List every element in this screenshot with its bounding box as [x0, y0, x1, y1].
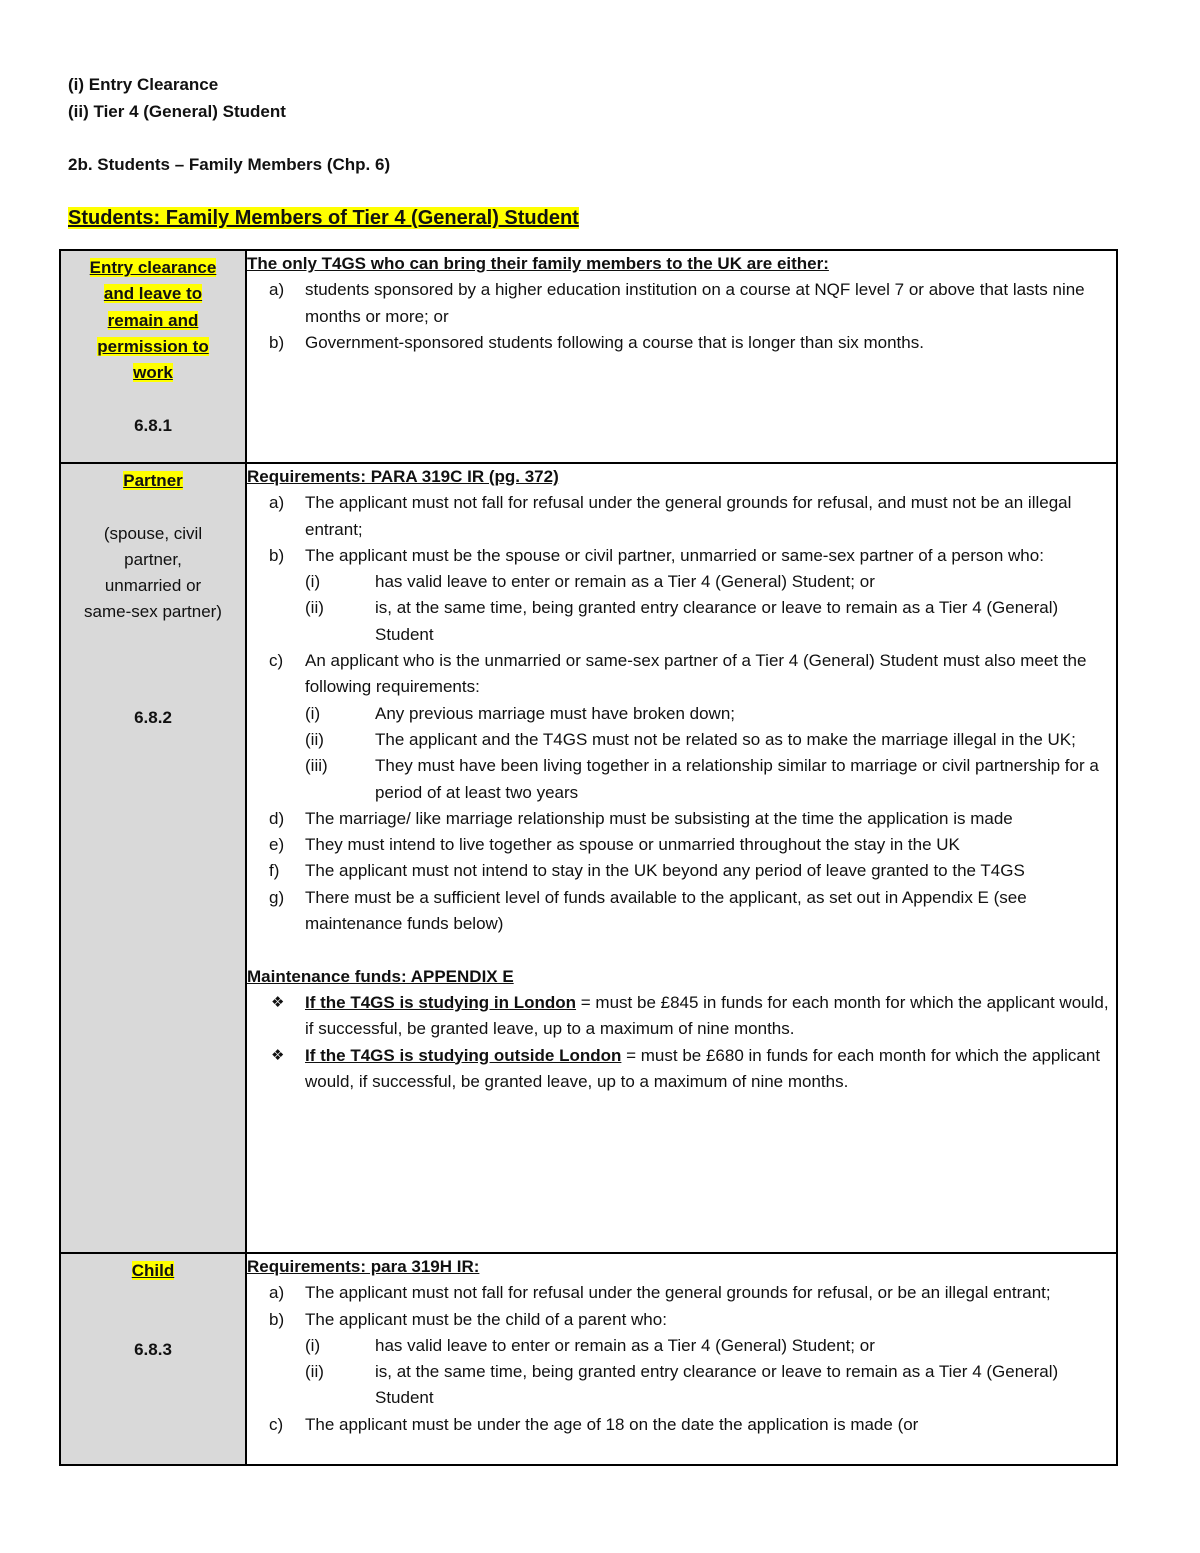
list-item-text: Government-sponsored students following a course that is longer than six months.: [305, 332, 924, 352]
table-row-child: [60, 1253, 1117, 1465]
left-cell-entry-clearance: [60, 250, 246, 463]
entry-clearance-label: Entry clearance and leave to remain and permission to work: [89, 258, 217, 383]
section-heading: 2b. Students – Family Members (Chp. 6): [68, 155, 391, 174]
funds-bullet-heading: If the T4GS is studying outside London: [305, 1045, 622, 1065]
list-item-label: a): [269, 280, 285, 300]
section-ref-6-8-2: 6.8.2: [134, 707, 172, 727]
section-ref-6-8-3: 6.8.3: [134, 1339, 172, 1359]
list-item-text: An applicant who is the unmarried or same-sex partner of a Tier 4 (General) Student must also meet the following requirements:: [305, 651, 1087, 697]
list-item-label: (i): [305, 703, 321, 723]
list-item: [247, 806, 1116, 832]
list-item: [247, 330, 1116, 356]
header-line-entry-clearance: (i) Entry Clearance: [68, 75, 219, 94]
list-item-label: (ii): [305, 1362, 324, 1382]
child-items: [247, 1280, 1116, 1438]
list-item-text: The applicant must be the spouse or civil partner, unmarried or same-sex partner of a person who:: [305, 545, 1044, 565]
list-item-label: c): [269, 651, 284, 671]
list-item-text: Any previous marriage must have broken down;: [375, 703, 736, 723]
partner-heading: Requirements: PARA 319C IR (pg. 372): [247, 467, 559, 486]
list-item-label: b): [269, 332, 285, 352]
section-ref-6-8-1: 6.8.1: [134, 415, 172, 435]
list-item: [247, 885, 1116, 938]
list-item-label: d): [269, 808, 285, 828]
funds-bullet-heading: If the T4GS is studying in London: [305, 992, 577, 1012]
entry-items: [247, 277, 1116, 356]
sub-list-item: [247, 701, 1116, 727]
diamond-bullet-icon: ❖: [271, 1046, 285, 1064]
maintenance-funds-heading: Maintenance funds: APPENDIX E: [247, 966, 514, 986]
list-item-text: They must intend to live together as spouse or unmarried throughout the stay in the UK: [305, 835, 960, 855]
maintenance-funds-list: [247, 990, 1116, 1095]
list-item-label: (i): [305, 1335, 321, 1355]
list-item-label: (ii): [305, 729, 324, 749]
list-item-label: a): [269, 1283, 285, 1303]
requirements-table: [59, 249, 1118, 1466]
page-title-text: Students: Family Members of Tier 4 (General) Student: [68, 207, 579, 229]
list-item-text: The applicant must not fall for refusal under the general grounds for refusal, or be an illegal entrant;: [305, 1283, 1051, 1303]
partner-description: (spouse, civil partner, unmarried or same-sex partner): [84, 523, 222, 622]
list-item-text: has valid leave to enter or remain as a Tier 4 (General) Student; or: [375, 572, 875, 592]
list-item-text: There must be a sufficient level of funds available to the applicant, as set out in Appendix E (see maintenance funds below): [305, 887, 1027, 934]
entry-heading: The only T4GS who can bring their family members to the UK are either:: [247, 254, 829, 273]
table-row-entry-clearance: [60, 250, 1117, 463]
list-item-text: They must have been living together in a relationship similar to marriage or civil partnership for a period of at least two years: [375, 756, 1099, 802]
sub-list-item: [247, 595, 1116, 648]
sub-list-item: [247, 1359, 1116, 1412]
list-item: [247, 277, 1116, 330]
list-item-text: students sponsored by a higher education institution on a course at NQF level 7 or above that lasts nine months or more; or: [305, 280, 1085, 326]
list-item-label: (iii): [305, 756, 328, 776]
right-cell-entry-clearance: [246, 250, 1117, 463]
funds-bullet-text: = must be £845 in funds for each month for which the applicant would, if successful, be granted leave, up to a maximum of nine months.: [305, 992, 1109, 1039]
list-item-text: The applicant must be under the age of 18 on the date the application is made (or: [305, 1414, 919, 1434]
list-item-label: b): [269, 1309, 285, 1329]
list-item: [247, 1307, 1116, 1333]
list-item-text: The applicant must be the child of a parent who:: [305, 1309, 667, 1329]
list-item-label: (i): [305, 572, 321, 592]
diamond-bullet-icon: ❖: [271, 993, 285, 1011]
child-heading: Requirements: para 319H IR:: [247, 1257, 480, 1276]
list-item-text: is, at the same time, being granted entry clearance or leave to remain as a Tier 4 (General) Student: [375, 1362, 1059, 1408]
sub-list-item: [247, 727, 1116, 753]
list-item-text: is, at the same time, being granted entry clearance or leave to remain as a Tier 4 (General) Student: [375, 598, 1059, 644]
sub-list-item: [247, 753, 1116, 806]
list-item: [247, 1280, 1116, 1306]
list-item-text: has valid leave to enter or remain as a Tier 4 (General) Student; or: [375, 1335, 875, 1355]
left-cell-partner: [60, 463, 246, 1253]
left-cell-child: [60, 1253, 246, 1465]
list-item: [247, 832, 1116, 858]
header-line-tier4: (ii) Tier 4 (General) Student: [68, 102, 286, 121]
funds-bullet-item: [247, 1043, 1116, 1096]
list-item-text: The marriage/ like marriage relationship must be subsisting at the time the application is made: [305, 808, 1013, 828]
list-item: [247, 648, 1116, 701]
list-item-text: The applicant must not fall for refusal under the general grounds for refusal, and must not be an illegal entrant;: [305, 493, 1072, 539]
list-item-text: The applicant and the T4GS must not be related so as to make the marriage illegal in the UK;: [375, 729, 1076, 749]
list-item-label: e): [269, 835, 285, 855]
partner-label: Partner: [123, 471, 183, 490]
funds-bullet-item: [247, 990, 1116, 1043]
list-item: [247, 543, 1116, 569]
list-item-label: c): [269, 1414, 284, 1434]
list-item: [247, 1412, 1116, 1438]
list-item: [247, 858, 1116, 884]
right-cell-child: [246, 1253, 1117, 1465]
list-item: [247, 490, 1116, 543]
page-title: [68, 206, 579, 230]
list-item-label: b): [269, 545, 285, 565]
list-item-label: g): [269, 887, 285, 907]
list-item-label: f): [269, 861, 280, 881]
sub-list-item: [247, 1333, 1116, 1359]
list-item-label: a): [269, 493, 285, 513]
partner-items: [247, 490, 1116, 937]
right-cell-partner: [246, 463, 1117, 1253]
list-item-label: (ii): [305, 598, 324, 618]
child-label: Child: [131, 1261, 175, 1280]
list-item-text: The applicant must not intend to stay in the UK beyond any period of leave granted to the T4GS: [305, 861, 1025, 881]
table-row-partner: [60, 463, 1117, 1253]
sub-list-item: [247, 569, 1116, 595]
funds-bullet-text: = must be £680 in funds for each month for which the applicant would, if successful, be granted leave, up to a maximum of nine months.: [305, 1045, 1101, 1091]
